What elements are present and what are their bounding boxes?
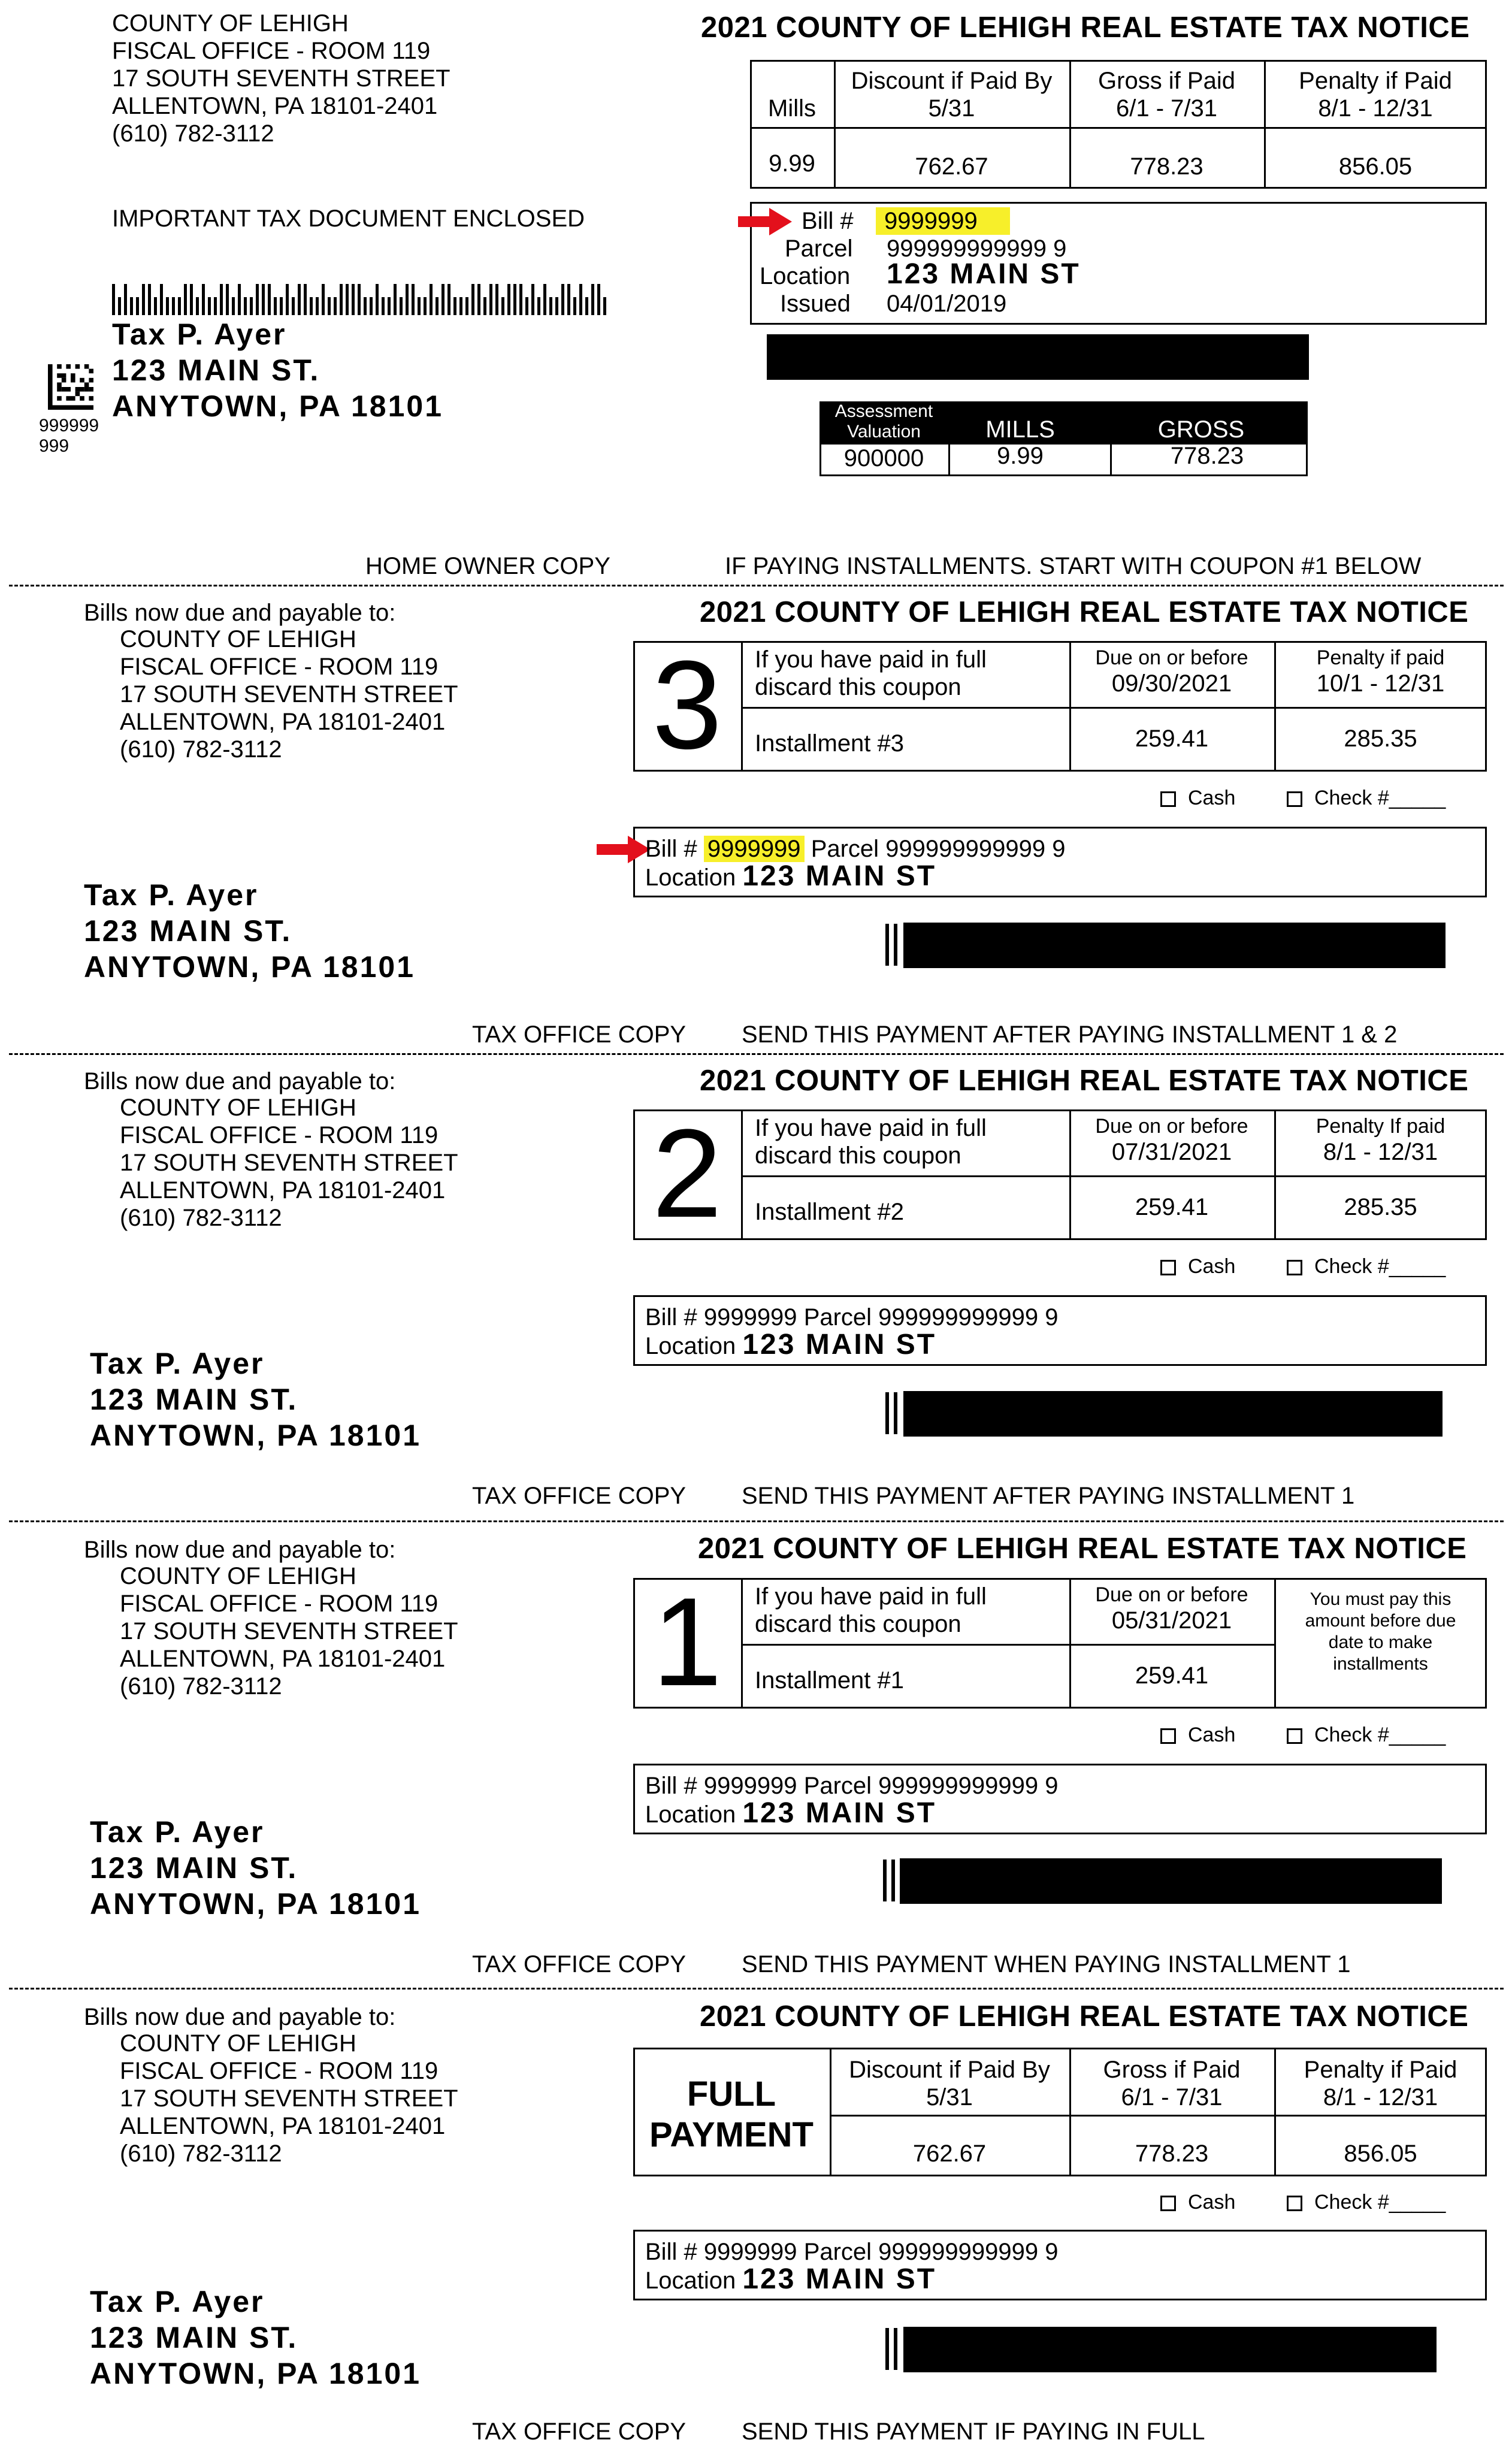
coupon-2-location-line — [645, 1331, 936, 1360]
full-discount-value: 762.67 — [912, 2140, 987, 2167]
coupon-2-taxpayer — [90, 1346, 421, 1453]
office-line: ALLENTOWN, PA 18101-2401 — [120, 709, 446, 735]
cash-checkbox[interactable] — [1160, 1723, 1235, 1747]
coupon-1-taxpayer — [90, 1814, 421, 1922]
full-payment-label-line: PAYMENT — [649, 2115, 814, 2154]
bill-label: Bill # — [645, 1304, 697, 1331]
full-penalty-value: 856.05 — [1344, 2140, 1417, 2167]
discount-header-line: 5/31 — [928, 95, 975, 122]
taxpayer-street: 123 MAIN ST. — [90, 2321, 298, 2354]
coupon-3-installment: Installment #3 — [755, 730, 905, 757]
bill-label: Bill # — [802, 208, 854, 234]
bill-number: 9999999 — [703, 2239, 797, 2265]
gross-header-line: 6/1 - 7/31 — [1115, 95, 1217, 122]
discount-header-line: Discount if Paid By — [851, 68, 1053, 94]
location-value: 123 MAIN ST — [742, 860, 937, 892]
notice-title: 2021 COUNTY OF LEHIGH REAL ESTATE TAX NOTICE — [700, 2000, 1469, 2033]
taxpayer-name: Tax P. Ayer — [90, 1347, 265, 1380]
coupon-1-installment: Installment #1 — [755, 1667, 905, 1694]
office-address — [112, 10, 450, 147]
assessment-mills-label: MILLS — [985, 416, 1055, 443]
assessment-value: 900000 — [843, 445, 924, 471]
office-line: COUNTY OF LEHIGH — [120, 626, 356, 652]
office-line: 17 SOUTH SEVENTH STREET — [112, 65, 450, 92]
penalty-value: 856.05 — [1338, 153, 1413, 180]
taxpayer-name: Tax P. Ayer — [90, 1815, 265, 1849]
office-line: 17 SOUTH SEVENTH STREET — [120, 681, 458, 708]
notice-title: 2021 COUNTY OF LEHIGH REAL ESTATE TAX NOTICE — [701, 11, 1470, 44]
cash-label: Cash — [1188, 1724, 1236, 1746]
coupon-1-bill-line — [645, 1772, 1059, 1800]
full-footer-copy-label: TAX OFFICE COPY — [472, 2418, 687, 2445]
datamatrix-icon — [48, 364, 93, 410]
assessment-label-line: Assessment — [834, 401, 933, 421]
parcel-number: 999999999999 9 — [887, 235, 1067, 262]
full-taxpayer — [90, 2284, 421, 2391]
coupon-3-penalty-amount: 285.35 — [1344, 725, 1417, 752]
coupon-1-due-label: Due on or before — [1095, 1583, 1248, 1606]
bill-label: Bill # — [645, 2239, 697, 2265]
taxpayer-city: ANYTOWN, PA 18101 — [90, 1419, 422, 1452]
coupon-1-due-date: 05/31/2021 — [1111, 1607, 1232, 1634]
notice-title: 2021 COUNTY OF LEHIGH REAL ESTATE TAX NOTICE — [698, 1532, 1467, 1565]
bill-number: 9999999 — [703, 1304, 797, 1331]
full-gross-value: 778.23 — [1135, 2140, 1209, 2167]
discount-header — [834, 67, 1069, 122]
full-gross-header — [1069, 2056, 1274, 2111]
assessment-gross-label: GROSS — [1157, 416, 1245, 443]
check-label: Check #_____ — [1314, 1255, 1446, 1278]
office-line: ALLENTOWN, PA 18101-2401 — [120, 2113, 446, 2139]
coupon-3-bill-line — [645, 835, 1066, 863]
cash-label: Cash — [1188, 787, 1236, 809]
mail-id-line: 999 — [39, 436, 69, 456]
coupon-2-number: 2 — [652, 1103, 722, 1244]
redacted-bar — [903, 1391, 1443, 1437]
coupon-1-office — [120, 1562, 458, 1700]
discard-line: discard this coupon — [755, 1611, 961, 1637]
cash-checkbox[interactable] — [1160, 786, 1235, 810]
gross-value: 778.23 — [1130, 153, 1203, 180]
location-value: 123 MAIN ST — [742, 2263, 937, 2295]
taxpayer-name: Tax P. Ayer — [84, 878, 259, 912]
office-line: COUNTY OF LEHIGH — [112, 10, 349, 37]
location-label: Location — [645, 1333, 736, 1359]
discount-header-line: Discount if Paid By — [849, 2057, 1050, 2083]
coupon-2-installment: Installment #2 — [755, 1199, 905, 1225]
red-arrow-icon — [597, 836, 651, 863]
coupon-2-due-label: Due on or before — [1095, 1115, 1248, 1138]
parcel-text: Parcel 999999999999 9 — [803, 1304, 1059, 1331]
note-line: You must pay this — [1310, 1589, 1451, 1609]
check-label: Check #_____ — [1314, 1724, 1446, 1746]
office-line: (610) 782-3112 — [120, 736, 282, 763]
assessment-gross: 778.23 — [1170, 443, 1244, 469]
coupon-1-discard — [755, 1583, 987, 1638]
assessment-label — [819, 401, 948, 442]
location-value: 123 MAIN ST — [887, 258, 1081, 290]
bills-due-label: Bills now due and payable to: — [84, 600, 396, 626]
discard-line: discard this coupon — [755, 674, 961, 700]
parcel-text: Parcel 999999999999 9 — [811, 836, 1066, 862]
office-line: ALLENTOWN, PA 18101-2401 — [120, 1646, 446, 1672]
notice-title: 2021 COUNTY OF LEHIGH REAL ESTATE TAX NOTICE — [700, 596, 1469, 628]
office-line: FISCAL OFFICE - ROOM 119 — [112, 38, 431, 64]
full-footer-instruction: SEND THIS PAYMENT IF PAYING IN FULL — [742, 2418, 1205, 2445]
office-line: (610) 782-3112 — [120, 2140, 282, 2167]
office-line: (610) 782-3112 — [112, 120, 274, 147]
discard-line: discard this coupon — [755, 1142, 961, 1169]
taxpayer-street: 123 MAIN ST. — [90, 1851, 298, 1885]
office-line: FISCAL OFFICE - ROOM 119 — [120, 2058, 439, 2084]
location-label: Location — [645, 2267, 736, 2294]
taxpayer-city: ANYTOWN, PA 18101 — [90, 2357, 422, 2390]
coupon-2-instruction: SEND THIS PAYMENT AFTER PAYING INSTALLMENT 1 & 2 — [742, 1021, 1398, 1048]
issued-label: Issued — [780, 291, 851, 317]
bill-number: 9999999 — [703, 1773, 797, 1799]
coupon-2-penalty-amount: 285.35 — [1344, 1194, 1417, 1220]
office-line: FISCAL OFFICE - ROOM 119 — [120, 1591, 439, 1617]
office-line: FISCAL OFFICE - ROOM 119 — [120, 1122, 439, 1148]
cash-label: Cash — [1188, 1255, 1236, 1278]
office-line: FISCAL OFFICE - ROOM 119 — [120, 654, 439, 680]
office-line: COUNTY OF LEHIGH — [120, 2030, 356, 2057]
check-label: Check #_____ — [1314, 2191, 1446, 2214]
note-line: amount before due — [1305, 1611, 1456, 1631]
coupon-3-penalty-range: 10/1 - 12/31 — [1316, 670, 1445, 697]
mills-label: Mills — [768, 95, 816, 122]
parcel-label: Parcel — [785, 235, 853, 262]
office-line: ALLENTOWN, PA 18101-2401 — [120, 1177, 446, 1204]
taxpayer-address — [112, 316, 443, 424]
bill-label: Bill # — [645, 1773, 697, 1799]
coupon-3-discard — [755, 646, 987, 701]
location-label: Location — [645, 1801, 736, 1828]
location-label: Location — [645, 864, 736, 891]
tear-line — [9, 585, 1504, 586]
discount-header-line: 5/31 — [926, 2084, 973, 2111]
coupon-1-due-amount: 259.41 — [1135, 1662, 1209, 1689]
full-office — [120, 2030, 458, 2167]
office-line: 17 SOUTH SEVENTH STREET — [120, 1618, 458, 1644]
coupon-1-location-line — [645, 1797, 937, 1829]
cash-checkbox[interactable] — [1160, 2190, 1235, 2214]
check-checkbox[interactable] — [1287, 2190, 1446, 2214]
gross-header-line: 6/1 - 7/31 — [1121, 2084, 1223, 2111]
red-arrow-icon — [738, 208, 792, 235]
coupon-3-number: 3 — [652, 634, 722, 775]
office-line: COUNTY OF LEHIGH — [120, 1563, 356, 1589]
location-value: 123 MAIN ST — [742, 1329, 937, 1360]
parcel-text: Parcel 999999999999 9 — [803, 2239, 1059, 2265]
penalty-header — [1264, 67, 1487, 122]
gross-header-line: Gross if Paid — [1103, 2057, 1241, 2083]
bill-number: 9999999 — [876, 207, 1010, 235]
discard-line: If you have paid in full — [755, 646, 987, 673]
coupon-2-copy-label: TAX OFFICE COPY — [472, 1021, 687, 1048]
full-payment-label — [633, 2074, 830, 2155]
taxpayer-street: 123 MAIN ST. — [84, 914, 292, 948]
coupon-2-due-amount: 259.41 — [1135, 1194, 1209, 1220]
parcel-text: Parcel 999999999999 9 — [803, 1773, 1059, 1799]
bills-due-label: Bills now due and payable to: — [84, 2004, 396, 2030]
cash-checkbox[interactable] — [1160, 1254, 1235, 1278]
coupon-1-number: 1 — [652, 1571, 722, 1712]
penalty-header-line: 8/1 - 12/31 — [1318, 95, 1433, 122]
coupon-3-due-label: Due on or before — [1095, 646, 1248, 669]
note-line: date to make — [1328, 1632, 1433, 1652]
redacted-bar — [767, 334, 1309, 380]
penalty-header-line: 8/1 - 12/31 — [1323, 2084, 1438, 2111]
gross-header — [1069, 67, 1264, 122]
discard-line: If you have paid in full — [755, 1115, 987, 1141]
full-discount-header — [830, 2056, 1069, 2111]
check-checkbox[interactable] — [1287, 786, 1446, 810]
full-instruction: SEND THIS PAYMENT WHEN PAYING INSTALLMENT 1 — [742, 1951, 1351, 1978]
notice-title: 2021 COUNTY OF LEHIGH REAL ESTATE TAX NOTICE — [700, 1065, 1469, 1097]
coupon-2-bill-line — [645, 1304, 1059, 1331]
office-line: (610) 782-3112 — [120, 1205, 282, 1231]
tear-line — [9, 1053, 1504, 1055]
bill-label: Bill # — [645, 836, 697, 862]
coupon-1-note — [1274, 1589, 1487, 1675]
coupon-1-instruction: SEND THIS PAYMENT AFTER PAYING INSTALLMENT 1 — [742, 1483, 1355, 1509]
check-checkbox[interactable] — [1287, 1723, 1446, 1747]
taxpayer-name: Tax P. Ayer — [90, 2285, 265, 2318]
taxpayer-street: 123 MAIN ST. — [90, 1383, 298, 1416]
coupon-3-instruction: IF PAYING INSTALLMENTS. START WITH COUPON #1 BELOW — [725, 553, 1422, 579]
coupon-3-due-amount: 259.41 — [1135, 725, 1209, 752]
bill-number: 9999999 — [704, 836, 805, 862]
taxpayer-street: 123 MAIN ST. — [112, 353, 320, 387]
postal-barcode-icon — [112, 284, 615, 315]
check-checkbox[interactable] — [1287, 1254, 1446, 1278]
gross-header-line: Gross if Paid — [1098, 68, 1235, 94]
taxpayer-name: Tax P. Ayer — [112, 318, 287, 351]
coupon-3-due-date: 09/30/2021 — [1111, 670, 1232, 697]
office-line: (610) 782-3112 — [120, 1673, 282, 1700]
bill-info-box — [750, 202, 1487, 325]
coupon-3-location-line — [645, 860, 937, 892]
redacted-bar — [903, 2327, 1437, 2372]
penalty-header-line: Penalty if Paid — [1304, 2057, 1457, 2083]
office-line: 17 SOUTH SEVENTH STREET — [120, 1150, 458, 1176]
issued-date: 04/01/2019 — [887, 291, 1007, 317]
redacted-bar — [903, 923, 1446, 968]
mail-id — [39, 416, 99, 456]
taxpayer-city: ANYTOWN, PA 18101 — [84, 950, 416, 984]
coupon-2-discard — [755, 1114, 987, 1169]
full-bill-line — [645, 2238, 1059, 2266]
office-line: ALLENTOWN, PA 18101-2401 — [112, 93, 438, 119]
full-location-line — [645, 2263, 937, 2295]
coupon-2-penalty-range: 8/1 - 12/31 — [1323, 1139, 1438, 1165]
coupon-3-penalty-label: Penalty if paid — [1316, 646, 1445, 669]
coupon-1-copy-label: TAX OFFICE COPY — [472, 1483, 687, 1509]
coupon-2-penalty-label: Penalty If paid — [1316, 1115, 1446, 1138]
bills-due-label: Bills now due and payable to: — [84, 1068, 396, 1095]
discount-value: 762.67 — [915, 153, 988, 180]
bills-due-label: Bills now due and payable to: — [84, 1537, 396, 1563]
discard-line: If you have paid in full — [755, 1583, 987, 1610]
note-line: installments — [1333, 1654, 1428, 1674]
coupon-2-office — [120, 1094, 458, 1232]
location-label: Location — [760, 263, 851, 289]
check-label: Check #_____ — [1314, 787, 1446, 809]
office-line: COUNTY OF LEHIGH — [120, 1095, 356, 1121]
mail-id-line: 999999 — [39, 416, 99, 436]
taxpayer-city: ANYTOWN, PA 18101 — [112, 389, 444, 423]
important-notice: IMPORTANT TAX DOCUMENT ENCLOSED — [112, 205, 585, 232]
redacted-bar — [900, 1858, 1442, 1904]
full-penalty-header — [1274, 2056, 1487, 2111]
mills-value: 9.99 — [769, 150, 815, 177]
coupon-3-copy-label: HOME OWNER COPY — [365, 553, 610, 579]
full-copy-label: TAX OFFICE COPY — [472, 1951, 687, 1978]
assessment-mills: 9.99 — [997, 443, 1044, 469]
tear-line — [9, 1520, 1504, 1522]
office-line: 17 SOUTH SEVENTH STREET — [120, 2085, 458, 2112]
taxpayer-city: ANYTOWN, PA 18101 — [90, 1887, 422, 1921]
location-value: 123 MAIN ST — [742, 1797, 937, 1829]
full-payment-label-line: FULL — [687, 2075, 776, 2114]
assessment-label-line: Valuation — [847, 422, 921, 442]
coupon-3-office — [120, 625, 458, 763]
tear-line — [9, 1988, 1504, 1990]
coupon-3-taxpayer — [84, 877, 415, 985]
penalty-header-line: Penalty if Paid — [1299, 68, 1452, 94]
cash-label: Cash — [1188, 2191, 1236, 2214]
coupon-2-due-date: 07/31/2021 — [1111, 1139, 1232, 1165]
